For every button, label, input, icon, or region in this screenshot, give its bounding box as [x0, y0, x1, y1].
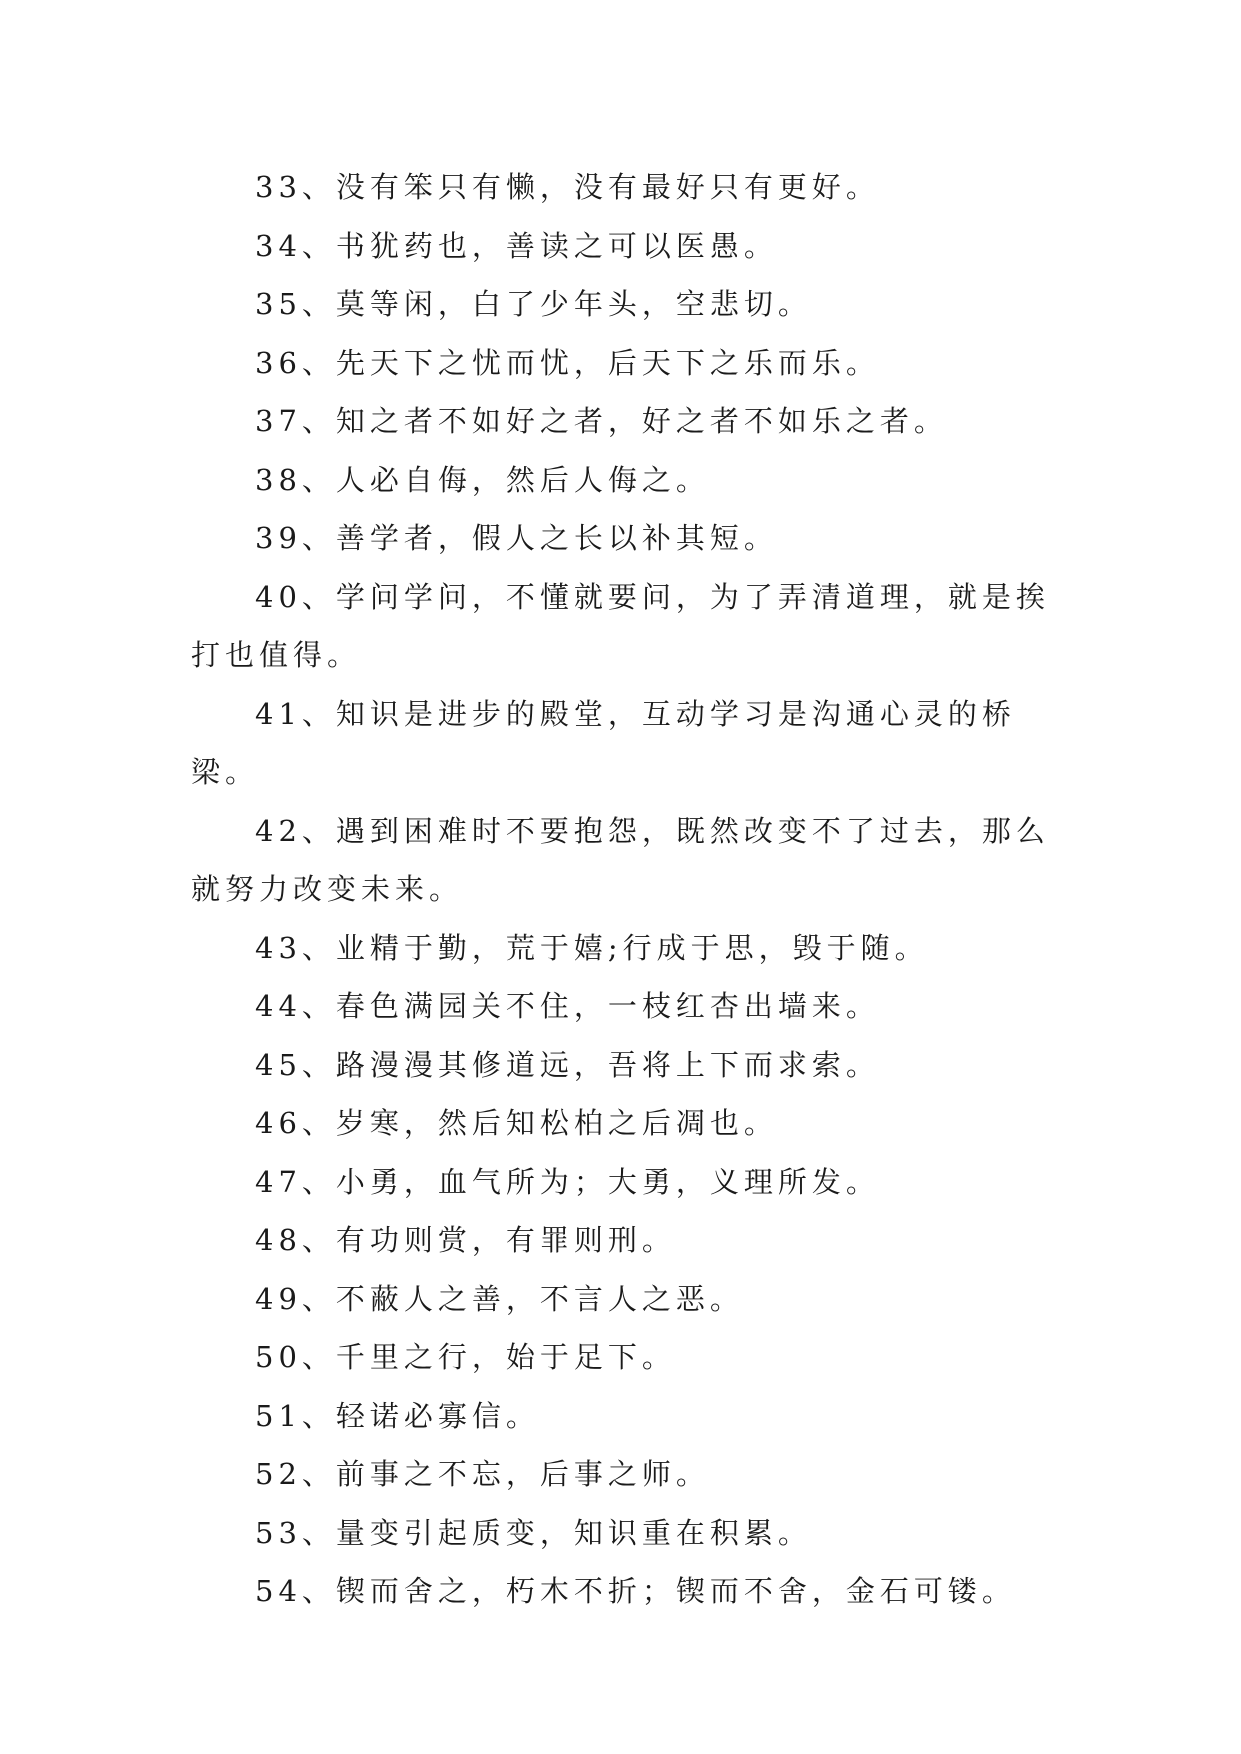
paragraph: 50、千里之行，始于足下。: [255, 1340, 676, 1374]
paragraph: 52、前事之不忘，后事之师。: [255, 1457, 710, 1491]
paragraph: 41、知识是进步的殿堂，互动学习是沟通心灵的桥梁。: [191, 696, 1016, 789]
document-body: [191, 158, 1071, 1621]
paragraph: 47、小勇，血气所为；大勇，义理所发。: [255, 1164, 880, 1199]
paragraph: 36、先天下之忧而忧，后天下之乐而乐。: [255, 345, 880, 380]
paragraph: 35、莫等闲，白了少年头，空悲切。: [255, 287, 812, 321]
paragraph: 53、量变引起质变，知识重在积累。: [255, 1515, 812, 1550]
paragraph: 49、不蔽人之善，不言人之恶。: [255, 1281, 744, 1316]
paragraph: 37、知之者不如好之者，好之者不如乐之者。: [255, 404, 948, 438]
paragraph: 44、春色满园关不住，一枝红杏出墙来。: [255, 989, 880, 1023]
paragraph: 33、没有笨只有懒，没有最好只有更好。: [255, 170, 880, 204]
paragraph: 42、遇到困难时不要抱怨，既然改变不了过去，那么就努力改变未来。: [191, 813, 1050, 906]
paragraph: 45、路漫漫其修道远，吾将上下而求索。: [255, 1047, 880, 1082]
paragraph: 51、轻诺必寡信。: [255, 1398, 540, 1433]
paragraph: 48、有功则赏，有罪则刑。: [255, 1223, 676, 1257]
paragraph: 46、岁寒，然后知松柏之后凋也。: [255, 1106, 778, 1140]
paragraph: 38、人必自侮，然后人侮之。: [255, 462, 710, 497]
paragraph: 54、锲而舍之，朽木不折；锲而不舍，金石可镂。: [255, 1574, 1016, 1608]
paragraph: 39、善学者，假人之长以补其短。: [255, 521, 778, 555]
paragraph: 43、业精于勤，荒于嬉;行成于思，毁于随。: [255, 930, 929, 965]
paragraph: 40、学问学问，不懂就要问，为了弄清道理，就是挨打也值得。: [191, 579, 1050, 672]
paragraph: 34、书犹药也，善读之可以医愚。: [255, 228, 778, 263]
